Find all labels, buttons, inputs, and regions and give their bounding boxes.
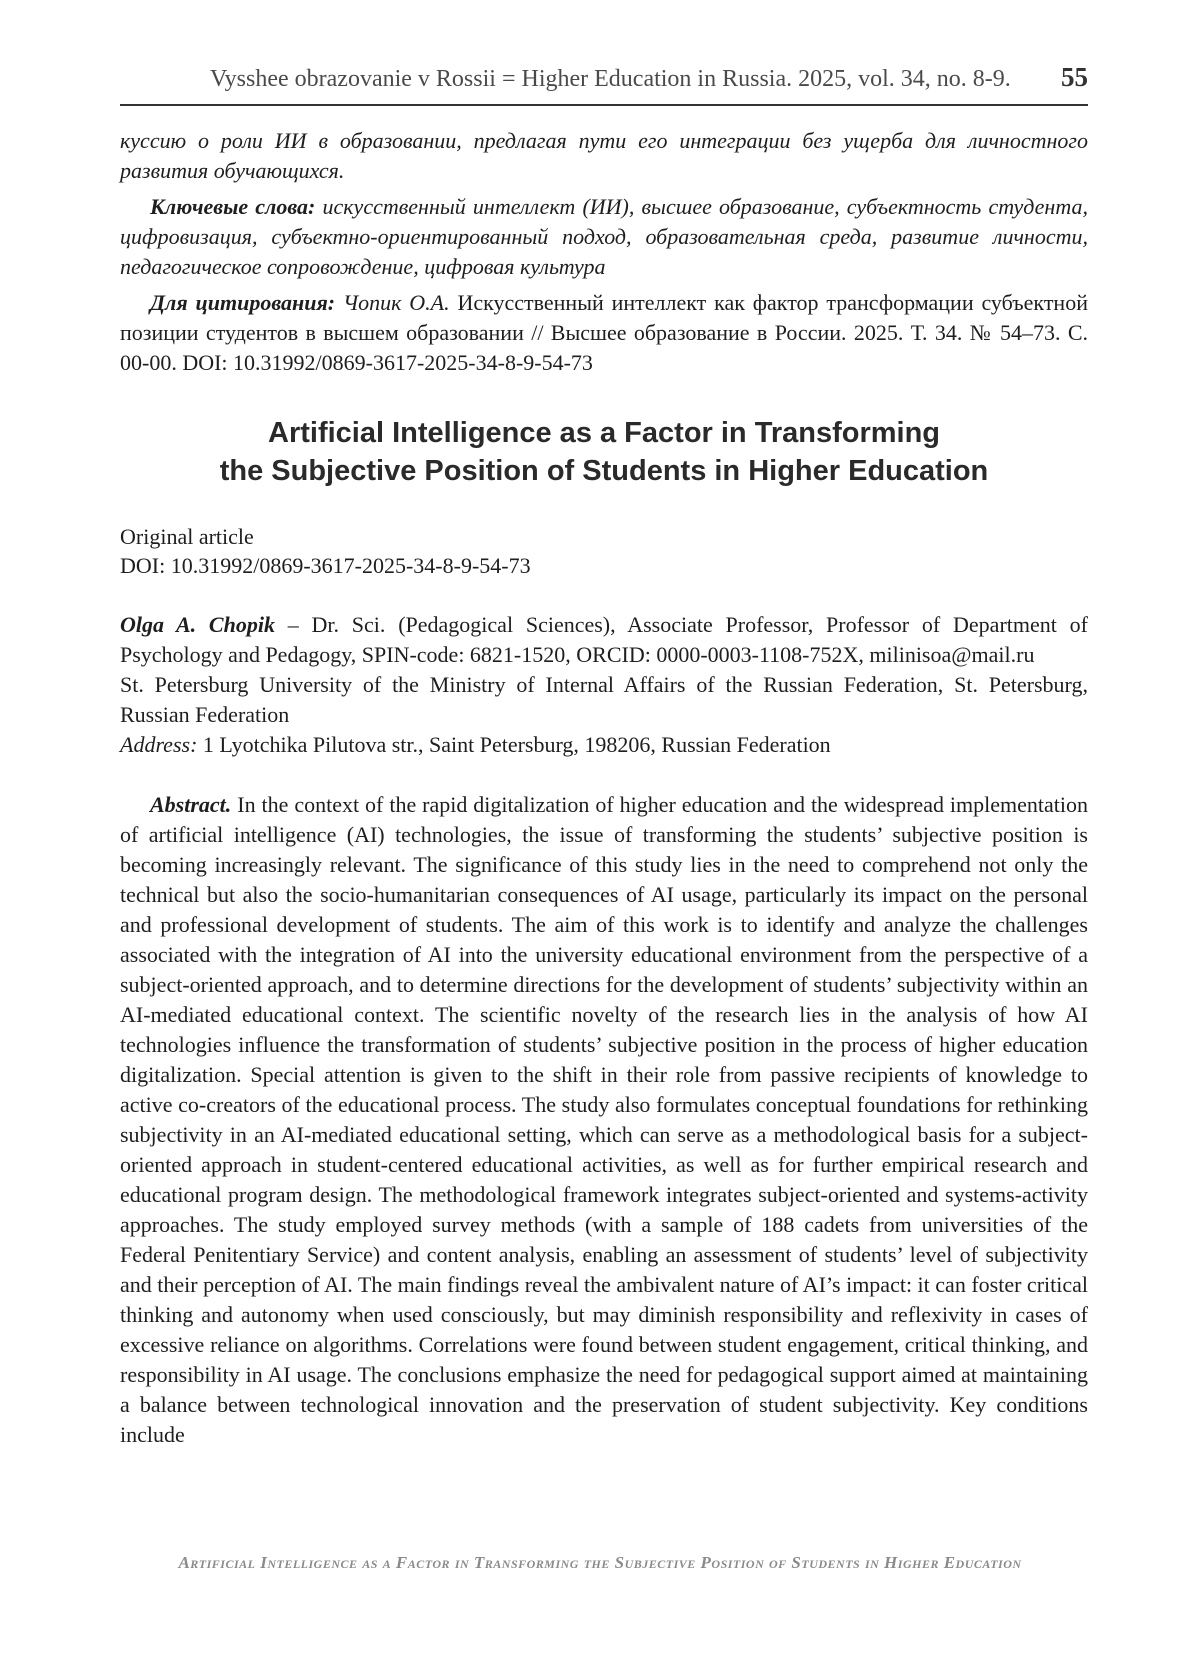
author-affiliation: St. Petersburg University of the Ministry of Internal Affairs of the Russian Federation, St. Petersburg, Russian Federation bbox=[120, 672, 1088, 727]
title-line-1: Artificial Intelligence as a Factor in Transforming bbox=[268, 417, 940, 449]
author-credentials: – Dr. Sci. (Pedagogical Sciences), Associate Professor, Professor of Department of Psychology and Pedagogy, SPIN-code: 6821-1520, ORCID: 0000-0003-1108-752X, milinisoa@mail.ru bbox=[120, 612, 1088, 667]
page-number: 55 bbox=[1061, 62, 1088, 92]
abstract-text: In the context of the rapid digitalization of higher education and the widespread implementation of artificial intelligence (AI) technologies, the issue of transforming the students’ subjective position is becoming increasingly relevant. The significance of this study lies in the need to comprehend not only the technical but also the socio-humanitarian consequences of AI usage, particularly its impact on the personal and professional development of students. The aim of this work is to identify and analyze the challenges associated with the integration of AI into the university educational environment from the perspective of a subject-oriented approach, and to determine directions for the development of students’ subjectivity within an AI-mediated educational context. The scientific novelty of the research lies in the analysis of how AI technologies influence the transformation of students’ subjective position in the process of higher education digitalization. Special attention is given to the shift in their role from passive recipients of knowledge to active co-creators of the educational process. The study also formulates conceptual foundations for rethinking subjectivity in an AI-mediated educational setting, which can serve as a methodological basis for a subject-oriented approach in student-centered educational activities, as well as for further empirical research and educational program design. The methodological framework integrates subject-oriented and systems-activity approaches. The study employed survey methods (with a sample of 188 cadets from universities of the Federal Penitentiary Service) and content analysis, enabling an assessment of students’ level of subjectivity and their perception of AI. The main findings reveal the ambivalent nature of AI’s impact: it can foster critical thinking and autonomy when used consciously, but may diminish responsibility and reflexivity in cases of excessive reliance on algorithms. Correlations were found between student engagement, critical thinking, and responsibility in AI usage. The conclusions emphasize the need for pedagogical support aimed at maintaining a balance between technological innovation and the preservation of student subjectivity. Key conditions include bbox=[120, 792, 1088, 1447]
author-details bbox=[120, 610, 1088, 670]
abstract-label: Abstract. bbox=[150, 792, 232, 817]
keywords-label: Ключевые слова: bbox=[150, 194, 316, 219]
running-footer: Artificial Intelligence as a Factor in Transforming the Subjective Position of Students in Higher Education bbox=[178, 1553, 1022, 1572]
running-header bbox=[120, 60, 1088, 100]
article-meta bbox=[120, 522, 1088, 580]
author-name: Olga A. Chopik bbox=[120, 612, 275, 637]
address-label: Address: bbox=[120, 732, 198, 757]
keywords-text: искусственный интеллект (ИИ), высшее образование, субъектность студента, цифровизация, субъектно-ориентированный подход, образовательная среда, развитие личности, педагогическое сопровождение, цифровая культура bbox=[120, 194, 1088, 279]
author-block bbox=[120, 610, 1088, 760]
article-doi: DOI: 10.31992/0869-3617-2025-34-8-9-54-73 bbox=[120, 553, 531, 578]
journal-citation: Vysshee obrazovanie v Rossii = Higher Education in Russia. 2025, vol. 34, no. 8-9. bbox=[210, 66, 1011, 92]
header-rule bbox=[120, 104, 1088, 106]
author-address bbox=[120, 730, 1088, 760]
russian-keywords bbox=[120, 192, 1088, 282]
page-body bbox=[120, 126, 1088, 1450]
russian-abstract-tail: куссию о роли ИИ в образовании, предлагая пути его интеграции без ущерба для личностного развития обучающихся. bbox=[120, 128, 1088, 183]
article-type: Original article bbox=[120, 524, 254, 549]
address-text: 1 Lyotchika Pilutova str., Saint Petersburg, 198206, Russian Federation bbox=[197, 732, 831, 757]
abstract bbox=[120, 790, 1088, 1450]
citation-label: Для цитирования: bbox=[150, 290, 336, 315]
citation-text: Искусственный интеллект как фактор трансформации субъектной позиции студентов в высшем образовании // Высшее образование в России. 2025. Т. 34. № 54–73. С. 00-00. DOI: 10.31992/0869-3617-2025-34-8-9-54-73 bbox=[120, 290, 1088, 375]
citation-author: Чопик О.А. bbox=[335, 290, 450, 315]
russian-citation bbox=[120, 288, 1088, 378]
article-title bbox=[120, 414, 1088, 490]
title-line-2: the Subjective Position of Students in Higher Education bbox=[219, 455, 989, 487]
